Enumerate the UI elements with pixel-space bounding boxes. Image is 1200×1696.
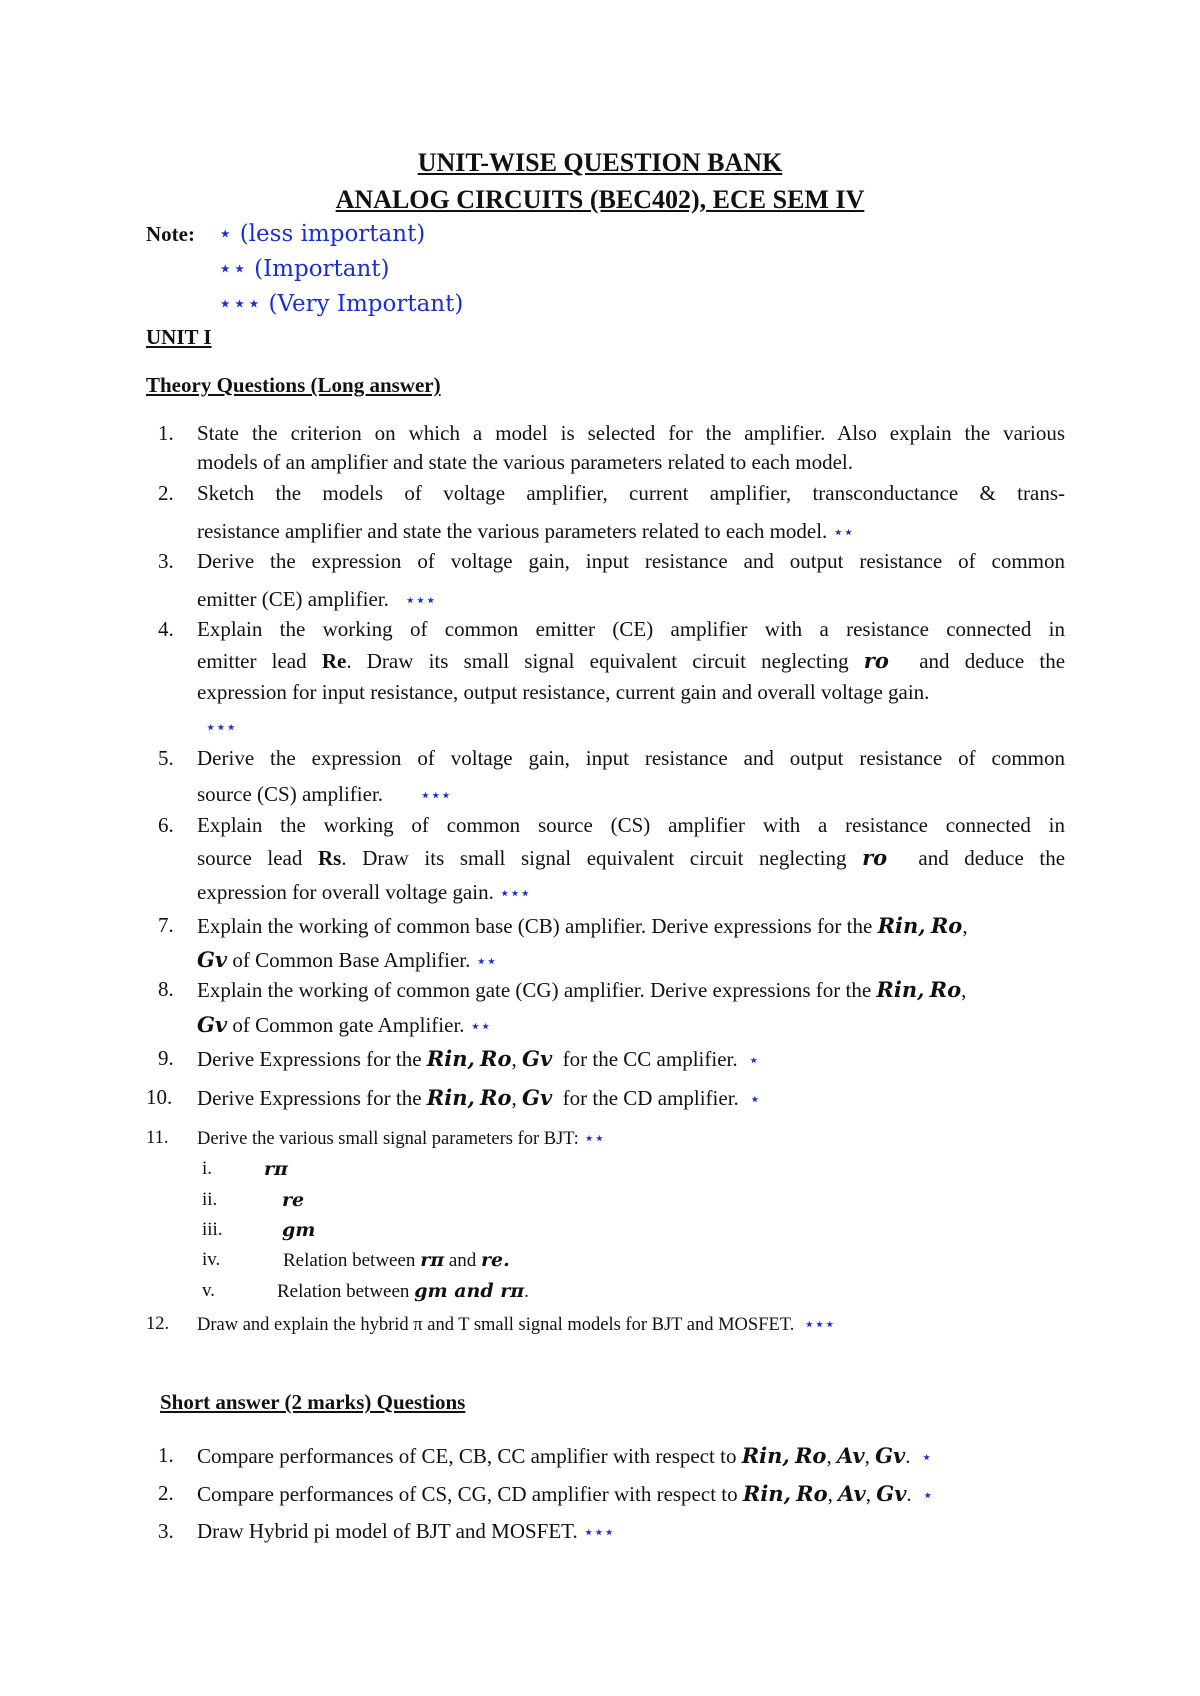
comma: , [826,1444,832,1468]
comma: , [962,914,968,938]
math-Gv: Gv [522,1085,553,1110]
importance-stars: ⋆⋆⋆ [582,1522,614,1543]
subitem-number: i. [202,1158,213,1179]
question-number: 9. [158,1046,174,1070]
math-Rin: Rin, [741,1443,790,1468]
math-Gv: Gv [197,947,228,972]
question-line: Draw and explain the hybrid π and T small signal models for BJT and MOSFET. [197,1315,795,1335]
question-number: 2. [158,481,174,505]
math-rpi: rπ [264,1158,288,1180]
unit-heading: UNIT I [146,325,212,349]
subitem-label: and [448,1250,477,1271]
importance-stars: ⋆⋆⋆ [404,590,436,611]
math-Rin: Rin, [426,1085,475,1110]
question-line: Derive the expression of voltage gain, input resistance and output resistance of common [197,746,1065,770]
subitem-text [283,1249,510,1272]
question-number: 6. [158,813,174,837]
subitem-text [277,1280,529,1303]
math-Gv: Gv [876,1481,907,1506]
subitem-number: iv. [202,1249,221,1270]
question-text: . Draw its small signal equivalent circuit neglecting [341,846,847,870]
subitem-label: Relation between [283,1250,416,1271]
question-line: Compare performances of CS, CG, CD amplifier with respect to [197,1482,738,1506]
question-number: 1. [158,1443,174,1467]
subitem-number: v. [202,1280,216,1301]
question-line: State the criterion on which a model is selected for the amplifier. Also explain the various [197,421,1065,445]
importance-stars: ⋆⋆⋆ [205,717,236,738]
question-number: 10. [146,1085,173,1109]
math-Rs: Rs [318,846,342,870]
period: . [906,1482,912,1506]
comma: , [961,978,967,1002]
question-text: source lead [197,846,303,870]
question-line: of Common gate Amplifier. [232,1013,465,1037]
question-number: 4. [158,617,174,641]
math-gm: gm [282,1219,316,1241]
question-line: Derive Expressions for the [197,1086,422,1110]
math-re: re [282,1189,305,1211]
question-number: 8. [158,977,174,1001]
question-number: 7. [158,913,174,937]
question-line: Compare performances of CE, CB, CC amplifier with respect to [197,1444,737,1468]
math-Rin: Rin, [742,1481,791,1506]
subitem-number: iii. [202,1219,223,1240]
question-line: Sketch the models of voltage amplifier, current amplifier, transconductance & trans- [197,481,1065,505]
theory-heading: Theory Questions (Long answer) [146,373,441,397]
math-Rin: Rin, [426,1046,475,1071]
question-text: for the CD amplifier. [562,1086,739,1110]
math-gm-and-rpi: gm and rπ [414,1280,525,1302]
question-line: models of an amplifier and state the various parameters related to each model. [197,450,853,474]
math-rpi: rπ [420,1249,445,1271]
question-line: Explain the working of common base (CB) amplifier. Derive expressions for the [197,914,873,938]
question-text: . Draw its small signal equivalent circuit neglecting [346,649,849,673]
question-line: expression for overall voltage gain. [197,880,494,904]
importance-stars: ⋆⋆ [832,522,854,543]
math-Ro: Ro [929,977,962,1002]
question-text: emitter lead [197,649,307,673]
question-line: Derive the various small signal parameters for BJT: [197,1129,579,1149]
math-Gv: Gv [522,1046,553,1071]
importance-stars: ⋆⋆⋆ [803,1314,835,1335]
note-label: Note: [146,222,195,246]
question-line: resistance amplifier and state the various parameters related to each model. [197,519,828,543]
comma: , [511,1047,517,1071]
question-number: 2. [158,1481,174,1505]
math-Rin: Rin, [877,913,926,938]
question-line: Derive Expressions for the [197,1047,422,1071]
question-line: Explain the working of common gate (CG) amplifier. Derive expressions for the [197,978,872,1002]
short-answer-heading: Short answer (2 marks) Questions [160,1390,466,1414]
period: . [524,1281,529,1302]
comma: , [827,1482,833,1506]
subitem-number: ii. [202,1189,218,1210]
comma: , [511,1086,517,1110]
math-ro: ro [862,845,888,870]
period: . [905,1444,911,1468]
note-very-important: ⋆⋆⋆ (Very Important) [218,291,464,317]
importance-stars: ⋆⋆⋆ [499,883,530,904]
importance-stars: ⋆⋆ [469,1016,491,1037]
question-number: 1. [158,421,174,445]
math-Re: Re [321,649,347,673]
math-Ro: Ro [480,1085,512,1110]
importance-stars: ⋆ [749,1089,760,1110]
subitem-label: Relation between [277,1281,410,1302]
question-number: 11. [146,1128,169,1148]
math-Ro: Ro [480,1046,512,1071]
importance-stars: ⋆⋆ [475,951,497,972]
question-text: and deduce the [919,649,1066,673]
question-line: Explain the working of common emitter (CE) amplifier with a resistance connected in [197,617,1065,641]
question-line: Derive the expression of voltage gain, input resistance and output resistance of common [197,549,1065,573]
question-line: emitter (CE) amplifier. [197,587,389,611]
question-number: 12. [146,1314,170,1334]
document-title: UNIT-WISE QUESTION BANK [417,148,783,177]
math-Av: Av [838,1481,866,1506]
question-number: 3. [158,549,174,573]
question-number: 3. [158,1519,174,1543]
question-text: for the CC amplifier. [562,1047,738,1071]
question-line: source (CS) amplifier. [197,782,384,806]
comma: , [865,1482,872,1506]
question-line: expression for input resistance, output resistance, current gain and overall voltage gain. [197,680,930,704]
importance-stars: ⋆ [922,1485,933,1506]
math-Av: Av [836,1443,865,1468]
importance-stars: ⋆ [748,1050,759,1071]
question-text: and deduce the [918,846,1066,870]
math-re: re. [481,1249,510,1271]
question-line: Explain the working of common source (CS) amplifier with a resistance connected in [197,813,1065,837]
math-Ro: Ro [794,1443,827,1468]
math-Gv: Gv [197,1012,228,1037]
note-important: ⋆⋆ (Important) [218,256,390,282]
importance-stars: ⋆ [920,1447,932,1468]
importance-stars: ⋆⋆ [583,1128,604,1149]
question-line: Draw Hybrid pi model of BJT and MOSFET. [197,1519,578,1543]
math-ro: ro [863,648,889,673]
math-Ro: Ro [796,1481,828,1506]
question-number: 5. [158,746,174,770]
question-line: of Common Base Amplifier. [232,948,471,972]
document-subtitle: ANALOG CIRCUITS (BEC402), ECE SEM IV [335,185,865,214]
comma: , [864,1444,870,1468]
math-Ro: Ro [930,913,963,938]
importance-stars: ⋆⋆⋆ [419,785,451,806]
math-Gv: Gv [875,1443,906,1468]
math-Rin: Rin, [876,977,925,1002]
note-less-important: ⋆ (less important) [218,221,426,247]
